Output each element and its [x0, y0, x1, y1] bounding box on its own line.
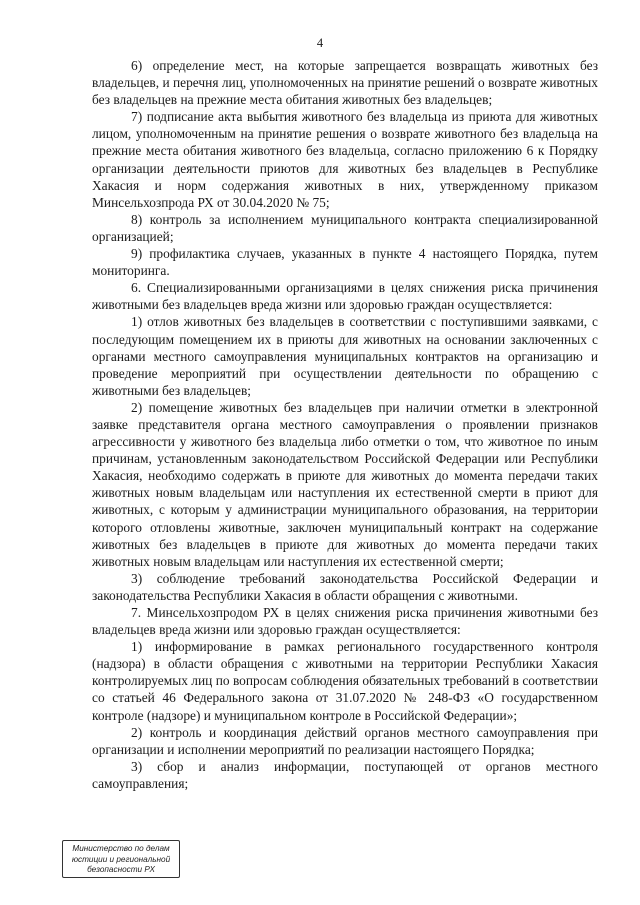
paragraph-section-6: 6. Специализированными организациями в целях снижения риска причинения животными без владельцев вреда жизни или здоровью граждан осуществляется: — [92, 280, 598, 313]
paragraph-section-6-item-3: 3) соблюдение требований законодательства Российской Федерации и законодательства Республики Хакасия в области обращения с животными. — [92, 570, 598, 603]
stamp-line: безопасности РХ — [87, 865, 155, 874]
paragraph-item-7: 7) подписание акта выбытия животного без владельца из приюта для животных лицом, уполномоченным на принятие решения о возврате животного без владельца на прежние места обитания животного без владельца, согласно приложению 6 к Порядку организации деятельности приютов для животных без владельцев в Республике Хакасия и норм содержания животных в них, утвержденному приказом Минсельхозпрода РХ от 30.04.2020 № 75; — [92, 109, 598, 210]
registration-stamp — [62, 840, 180, 878]
paragraph-item-6: 6) определение мест, на которые запрещается возвращать животных без владельцев, и перечня лиц, уполномоченных на принятие решений о возврате животных без владельцев на прежние места обитания животных без владельцев; — [92, 58, 598, 108]
page-number: 4 — [316, 36, 324, 50]
document-body — [92, 57, 598, 792]
paragraph-section-7: 7. Минсельхозпродом РХ в целях снижения риска причинения животными без владельцев вреда жизни или здоровью граждан осуществляется: — [92, 605, 598, 638]
paragraph-item-9: 9) профилактика случаев, указанных в пункте 4 настоящего Порядка, путем мониторинга. — [92, 246, 598, 279]
paragraph-section-7-item-2: 2) контроль и координация действий органов местного самоуправления при организации и исполнении мероприятий по реализации настоящего Порядка; — [92, 724, 598, 757]
paragraph-section-6-item-2: 2) помещение животных без владельцев при наличии отметки в электронной заявке представителя органа местного самоуправления о проявлении признаков агрессивности у животного без владельца либо отметки о том, что животное по иным причинам, установленным законодательством Российской Федерации или Республики Хакасия, необходимо содержать в приюте для животных до момента передачи таких животных новым владельцам или наступления их естественной смерти в приют для животных, с которым у администрации муниципального образования, на территории которого отловлены животные, заключен муниципальный контракт на содержание животных без владельцев в приюте для животных до момента передачи таких животных новым владельцам или наступления их естественной смерти; — [92, 399, 598, 569]
paragraph-section-6-item-1: 1) отлов животных без владельцев в соответствии с поступившими заявками, с последующим помещением их в приюты для животных на основании заключенных с органами местного самоуправления муниципальных контрактов на организацию и проведение мероприятий при осуществлении деятельности по обращению с животными без владельцев; — [92, 314, 598, 398]
stamp-line: Министерство по делам — [72, 844, 170, 853]
paragraph-section-7-item-3: 3) сбор и анализ информации, поступающей от органов местного самоуправления; — [92, 758, 598, 791]
paragraph-item-8: 8) контроль за исполнением муниципального контракта специализированной организацией; — [92, 211, 598, 244]
stamp-line: юстиции и региональной — [71, 854, 171, 864]
paragraph-section-7-item-1: 1) информирование в рамках регионального государственного контроля (надзора) в области обращения с животными на территории Республики Хакасия контролируемых лиц по вопросам соблюдения обязательных требований в соответствии со статьей 46 Федерального закона от 31.07.2020 № 248-ФЗ «О государственном контроле (надзоре) и муниципальном контроле в Российской Федерации»; — [92, 639, 598, 723]
